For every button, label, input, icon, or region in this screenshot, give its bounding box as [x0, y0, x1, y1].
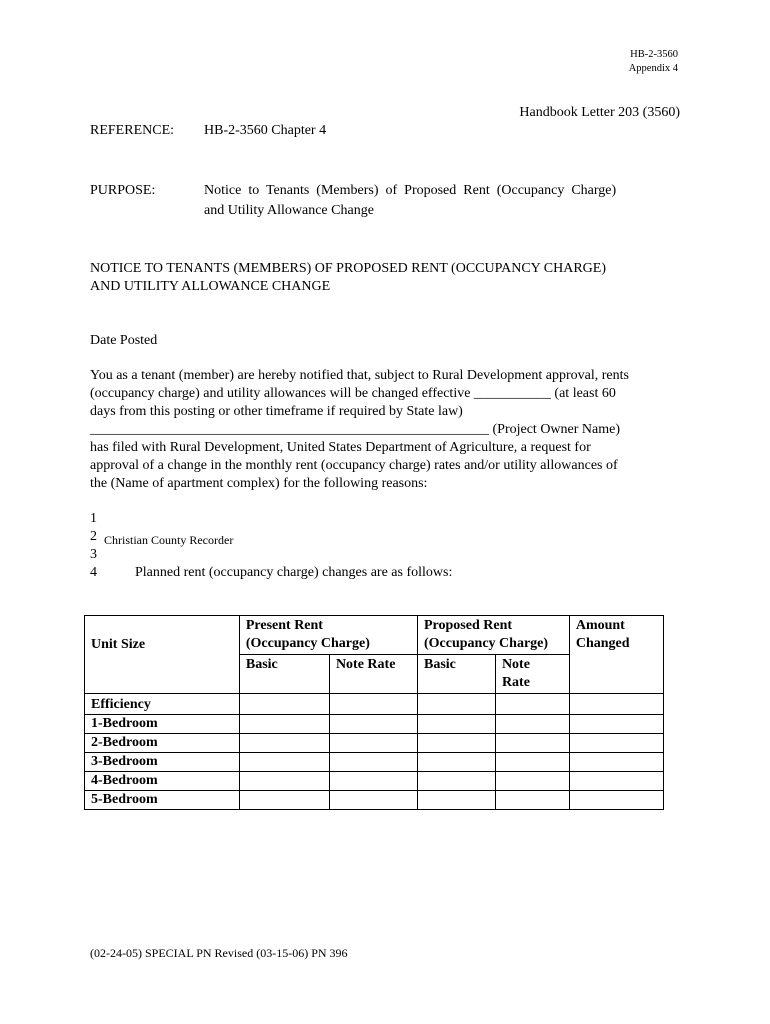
handbook-letter: Handbook Letter 203 (3560): [519, 105, 680, 120]
table-row: [85, 734, 664, 753]
body-line-7: the (Name of apartment complex) for the following reasons:: [90, 476, 428, 491]
reason-number-3: 3: [90, 547, 97, 562]
table-row: [85, 772, 664, 791]
body-line-6: approval of a change in the monthly rent (occupancy charge) rates and/or utility allowances of: [90, 458, 618, 473]
body-line-5: has filed with Rural Development, United States Department of Agriculture, a request for: [90, 440, 591, 455]
reason-2-text: Christian County Recorder: [104, 533, 234, 547]
purpose-line-2: and Utility Allowance Change: [204, 203, 374, 218]
unit-size-cell: 4-Bedroom: [85, 772, 240, 791]
notice-title-line-2: AND UTILITY ALLOWANCE CHANGE: [90, 279, 331, 294]
unit-size-cell: 3-Bedroom: [85, 753, 240, 772]
proposed-rent-header: Proposed Rent (Occupancy Charge): [418, 616, 570, 655]
proposed-note-rate-header: Note Rate: [495, 655, 569, 694]
body-line-4: _________________________________________________________ (Project Owner Name): [90, 422, 621, 437]
table-row: [85, 791, 664, 810]
purpose-line-1: Notice to Tenants (Members) of Proposed Rent (Occupancy Charge): [204, 183, 617, 198]
reason-number-2: 2: [90, 529, 97, 544]
appendix-label: Appendix 4: [628, 63, 678, 74]
body-line-1: You as a tenant (member) are hereby notified that, subject to Rural Development approval, rents: [90, 368, 629, 383]
present-rent-header: Present Rent (Occupancy Charge): [239, 616, 417, 655]
unit-size-cell: 5-Bedroom: [85, 791, 240, 810]
table-row: [85, 753, 664, 772]
handbook-code: HB-2-3560: [630, 49, 678, 60]
rent-changes-table: [84, 615, 664, 810]
reason-4-text: Planned rent (occupancy charge) changes are as follows:: [135, 565, 453, 580]
notice-body: [90, 367, 680, 493]
reference-value: HB-2-3560 Chapter 4: [204, 123, 327, 138]
notice-title-line-1: NOTICE TO TENANTS (MEMBERS) OF PROPOSED RENT (OCCUPANCY CHARGE): [90, 261, 606, 276]
unit-size-cell: Efficiency: [85, 694, 240, 715]
unit-size-cell: 1-Bedroom: [85, 715, 240, 734]
table-row: [85, 694, 664, 715]
present-note-rate-header: Note Rate: [329, 655, 417, 694]
amount-changed-header: Amount Changed: [569, 616, 663, 655]
present-basic-header: Basic: [239, 655, 329, 694]
reference-label: REFERENCE:: [90, 123, 175, 138]
reason-number-4: 4: [90, 565, 97, 580]
date-posted-label: Date Posted: [90, 333, 158, 348]
unit-size-header: Unit Size: [85, 616, 240, 655]
table-row: [85, 715, 664, 734]
amount-changed-spacer: [569, 655, 663, 694]
unit-size-cell: 2-Bedroom: [85, 734, 240, 753]
unit-size-spacer: [85, 655, 240, 694]
purpose-label: PURPOSE:: [90, 183, 156, 198]
footer-revision: (02-24-05) SPECIAL PN Revised (03-15-06) PN 396: [90, 946, 348, 960]
body-line-3: days from this posting or other timeframe if required by State law): [90, 404, 463, 419]
proposed-basic-header: Basic: [418, 655, 496, 694]
reason-number-1: 1: [90, 511, 97, 526]
body-line-2: (occupancy charge) and utility allowances will be changed effective ___________ (at least 60: [90, 386, 616, 401]
